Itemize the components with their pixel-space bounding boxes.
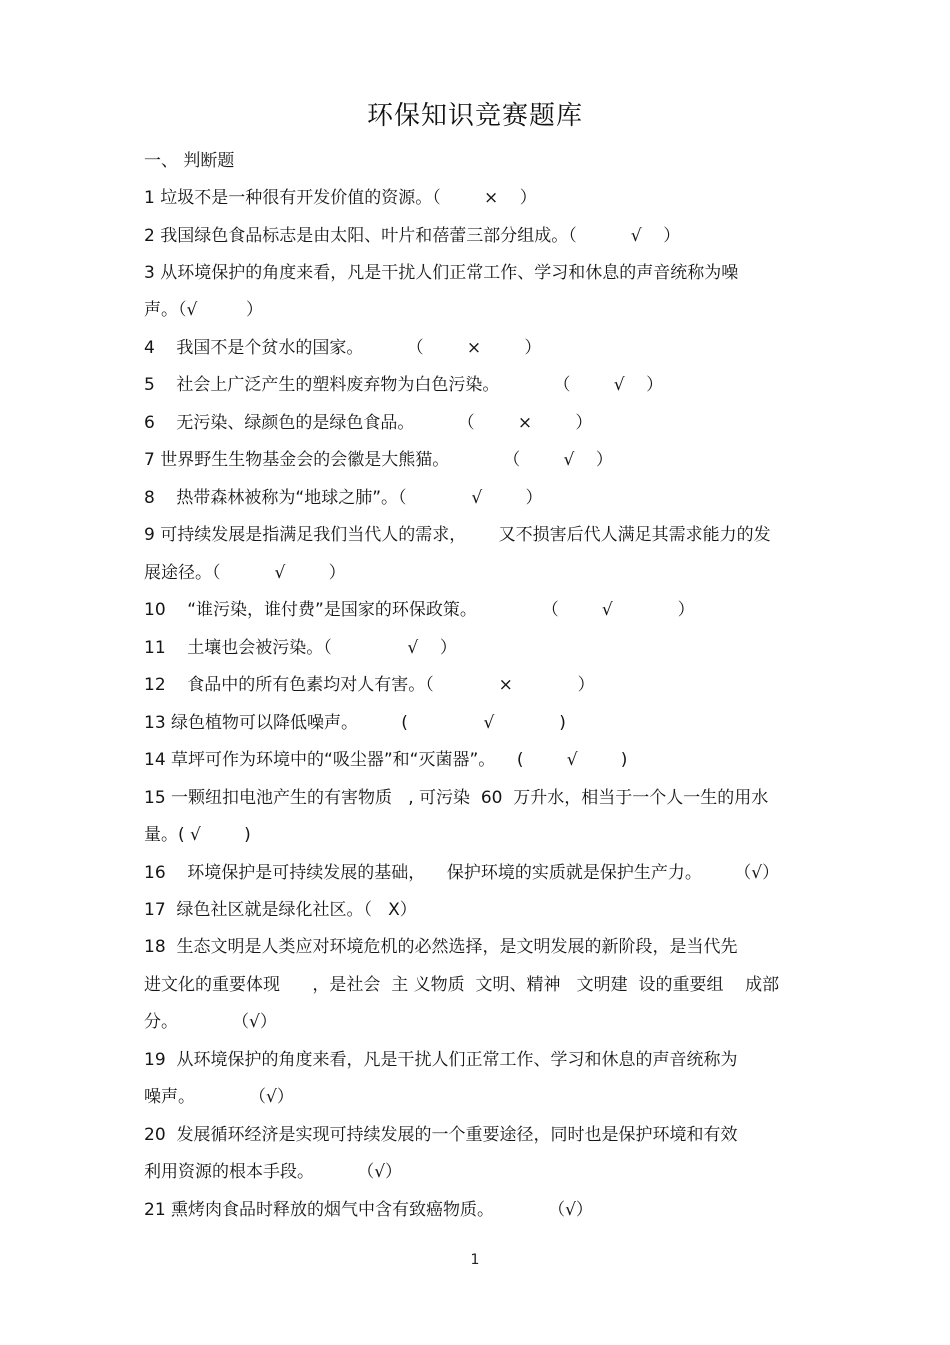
question-line: 7 世界野生生物基金会的会徽是大熊猫。 （ √ ） [144,450,613,470]
question-line: 3 从环境保护的角度来看，凡是干扰人们正常工作、学习和休息的声音统称为噪 [144,263,739,283]
question-line: 4 我国不是个贫水的国家。 （ × ） [144,338,542,358]
question-line: 20 发展循环经济是实现可持续发展的一个重要途径，同时也是保护环境和有效 [144,1125,738,1145]
page-number: 1 [470,1252,480,1268]
question-line: 17 绿色社区就是绿化社区。（ X） [144,900,417,920]
question-line: 1 垃圾不是一种很有开发价值的资源。（ × ） [144,188,537,208]
question-line: 15 一颗纽扣电池产生的有害物质 , 可污染 60 万升水，相当于一个人一生的用水 [144,788,769,808]
question-line: 量。( √ ) [144,825,251,845]
question-line: 11 土壤也会被污染。（ √ ） [144,638,457,658]
question-line: 展途径。（ √ ） [144,563,346,583]
section-heading: 一、 判断题 [144,151,235,171]
question-line: 16 环境保护是可持续发展的基础， 保护环境的实质就是保护生产力。 （√） [144,863,780,883]
question-line: 分。 （√） [144,1012,277,1032]
question-line: 9 可持续发展是指满足我们当代人的需求， 又不损害后代人满足其需求能力的发 [144,525,771,545]
question-line: 声。（√ ） [144,300,263,320]
question-line: 10 “谁污染，谁付费”是国家的环保政策。 （ √ ） [144,600,695,620]
question-line: 8 热带森林被称为“地球之肺”。（ √ ） [144,488,543,508]
document-title: 环保知识竞赛题库 [366,101,583,131]
question-line: 21 熏烤肉食品时释放的烟气中含有致癌物质。 （√） [144,1200,593,1220]
question-line: 利用资源的根本手段。 （√） [144,1162,403,1182]
question-line: 6 无污染、绿颜色的是绿色食品。 （ × ） [144,413,593,433]
question-line: 进文化的重要体现 ，是社会 主 义物质 文明、精神 文明建 设的重要组 成部 [144,975,780,995]
question-line: 13 绿色植物可以降低噪声。 ( √ ) [144,713,566,733]
question-line: 噪声。 （√） [144,1087,294,1107]
question-line: 12 食品中的所有色素均对人有害。（ × ） [144,675,595,695]
question-line: 18 生态文明是人类应对环境危机的必然选择，是文明发展的新阶段，是当代先 [144,937,738,957]
question-line: 5 社会上广泛产生的塑料废弃物为白色污染。 （ √ ） [144,375,664,395]
question-line: 19 从环境保护的角度来看，凡是干扰人们正常工作、学习和休息的声音统称为 [144,1050,738,1070]
question-line: 14 草坪可作为环境中的“吸尘器”和“灭菌器”。 ( √ ) [144,750,628,770]
question-line: 2 我国绿色食品标志是由太阳、叶片和蓓蕾三部分组成。（ √ ） [144,226,681,246]
